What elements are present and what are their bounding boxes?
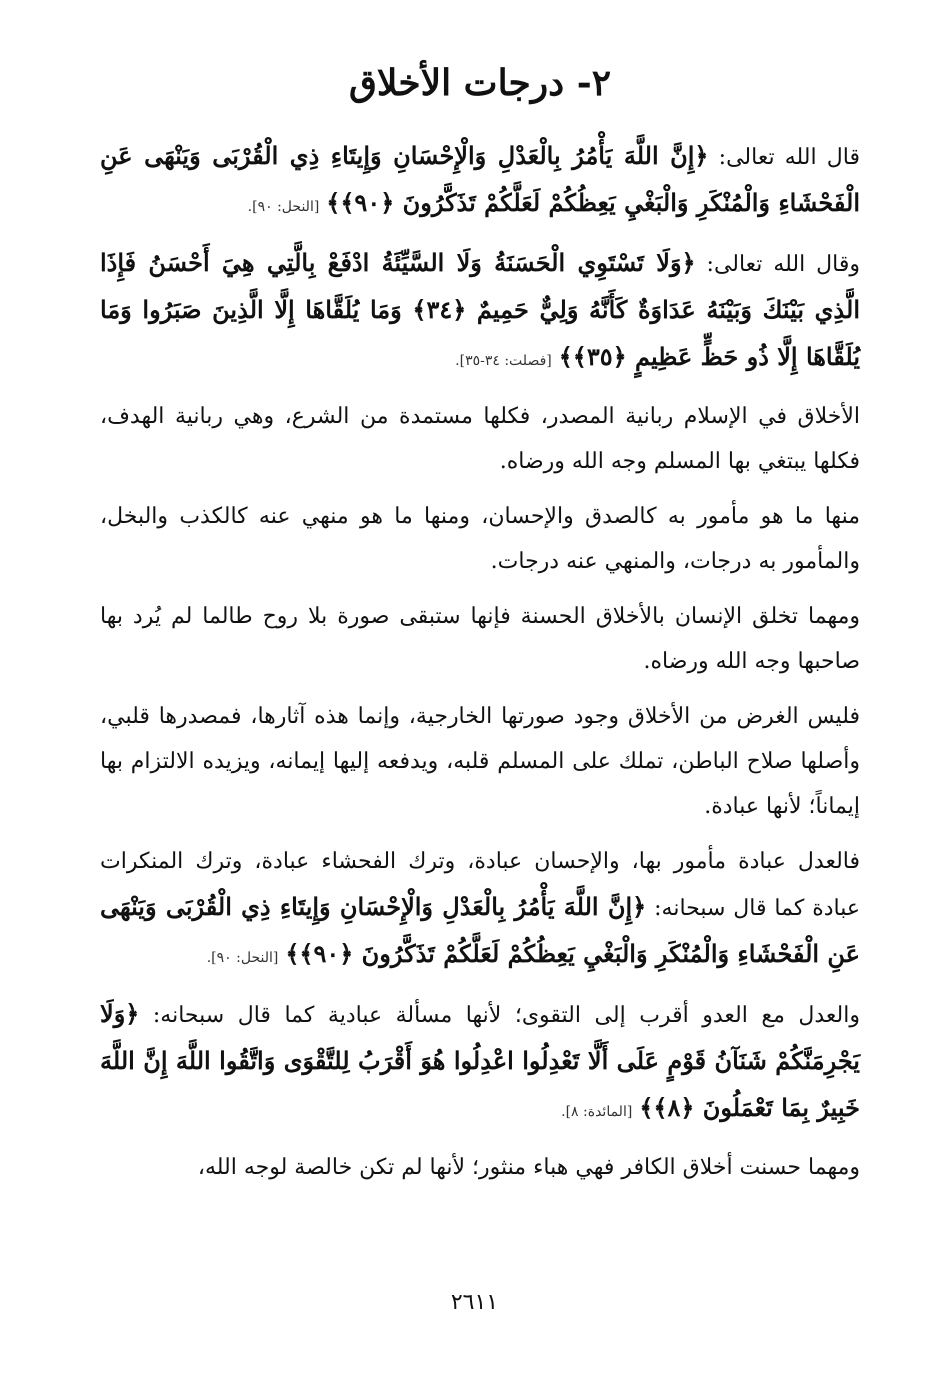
verse-reference: [النحل: ٩٠].: [206, 949, 279, 966]
paragraph-verse-3: [100, 839, 860, 981]
quran-verse: ﴿وَلَا يَجْرِمَنَّكُمْ شَنَآنُ قَوْمٍ عَلَى أَلَّا تَعْدِلُوا اعْدِلُوا هُوَ أَقْرَبُ لِلتَّقْوَى وَاتَّقُوا اللَّهَ إِنَّ اللَّهَ خَبِيرٌ بِمَا تَعْمَلُونَ ﴿٨﴾﴾: [100, 998, 860, 1122]
verse-intro: فالعدل عبادة مأمور بها، والإحسان عبادة، وترك الفحشاء عبادة، وترك المنكرات عبادة كما قال سبحانه:: [100, 848, 860, 921]
quran-verse: ﴿إِنَّ اللَّهَ يَأْمُرُ بِالْعَدْلِ وَالْإِحْسَانِ وَإِيتَاءِ ذِي الْقُرْبَى وَيَنْهَى عَنِ الْفَحْشَاءِ وَالْمُنْكَرِ وَالْبَغْيِ يَعِظُكُمْ لَعَلَّكُمْ تَذَكَّرُونَ ﴿٩٠﴾﴾: [100, 891, 860, 968]
verse-reference: [النحل: ٩٠].: [247, 198, 320, 215]
quran-verse: ﴿وَلَا تَسْتَوِي الْحَسَنَةُ وَلَا السَّيِّئَةُ ادْفَعْ بِالَّتِي هِيَ أَحْسَنُ فَإِذَا الَّذِي بَيْنَكَ وَبَيْنَهُ عَدَاوَةٌ كَأَنَّهُ وَلِيٌّ حَمِيمٌ ﴿٣٤﴾ وَمَا يُلَقَّاهَا إِلَّا الَّذِينَ صَبَرُوا وَمَا يُلَقَّاهَا إِلَّا ذُو حَظٍّ عَظِيمٍ ﴿٣٥﴾﴾: [100, 247, 860, 371]
paragraph-text: الأخلاق في الإسلام ربانية المصدر، فكلها مستمدة من الشرع، وهي ربانية الهدف، فكلها يبتغي بها المسلم وجه الله ورضاه.: [100, 403, 860, 474]
paragraph-text: ومهما تخلق الإنسان بالأخلاق الحسنة فإنها ستبقى صورة بلا روح طالما لم يُرد بها صاحبها وجه الله ورضاه.: [100, 603, 860, 674]
verse-intro: وقال الله تعالى:: [706, 251, 860, 277]
paragraph-verse-4: [100, 991, 860, 1135]
verse-reference: [فصلت: ٣٤-٣٥].: [455, 352, 552, 369]
verse-intro: والعدل مع العدو أقرب إلى التقوى؛ لأنها مسألة عبادية كما قال سبحانه:: [152, 1002, 860, 1028]
quran-verse: ﴿إِنَّ اللَّهَ يَأْمُرُ بِالْعَدْلِ وَالْإِحْسَانِ وَإِيتَاءِ ذِي الْقُرْبَى وَيَنْهَى عَنِ الْفَحْشَاءِ وَالْمُنْكَرِ وَالْبَغْيِ يَعِظُكُمْ لَعَلَّكُمْ تَذَكَّرُونَ ﴿٩٠﴾﴾: [100, 140, 860, 217]
paragraph-text: فليس الغرض من الأخلاق وجود صورتها الخارجية، وإنما هذه آثارها، فمصدرها قلبي، وأصلها صلاح الباطن، تملك على المسلم قلبه، ويدفعه إليها إيمانه، ويزيده الالتزام بها إيماناً؛ لأنها عبادة.: [100, 703, 860, 819]
paragraph-verse-1: [100, 133, 860, 230]
verse-intro: قال الله تعالى:: [718, 144, 860, 170]
page-body: [100, 60, 860, 1200]
paragraph-verse-2: [100, 240, 860, 384]
verse-reference: [المائدة: ٨].: [561, 1103, 633, 1120]
page-title: ٢- درجات الأخلاق: [348, 62, 612, 104]
paragraph-text: ومهما حسنت أخلاق الكافر فهي هباء منثور؛ لأنها لم تكن خالصة لوجه الله،: [197, 1154, 860, 1180]
paragraph-text: منها ما هو مأمور به كالصدق والإحسان، ومنها ما هو منهي عنه كالكذب والبخل، والمأمور به درجات، والمنهي عنه درجات.: [100, 503, 860, 574]
page-number: ٢٦١١: [450, 1290, 499, 1315]
